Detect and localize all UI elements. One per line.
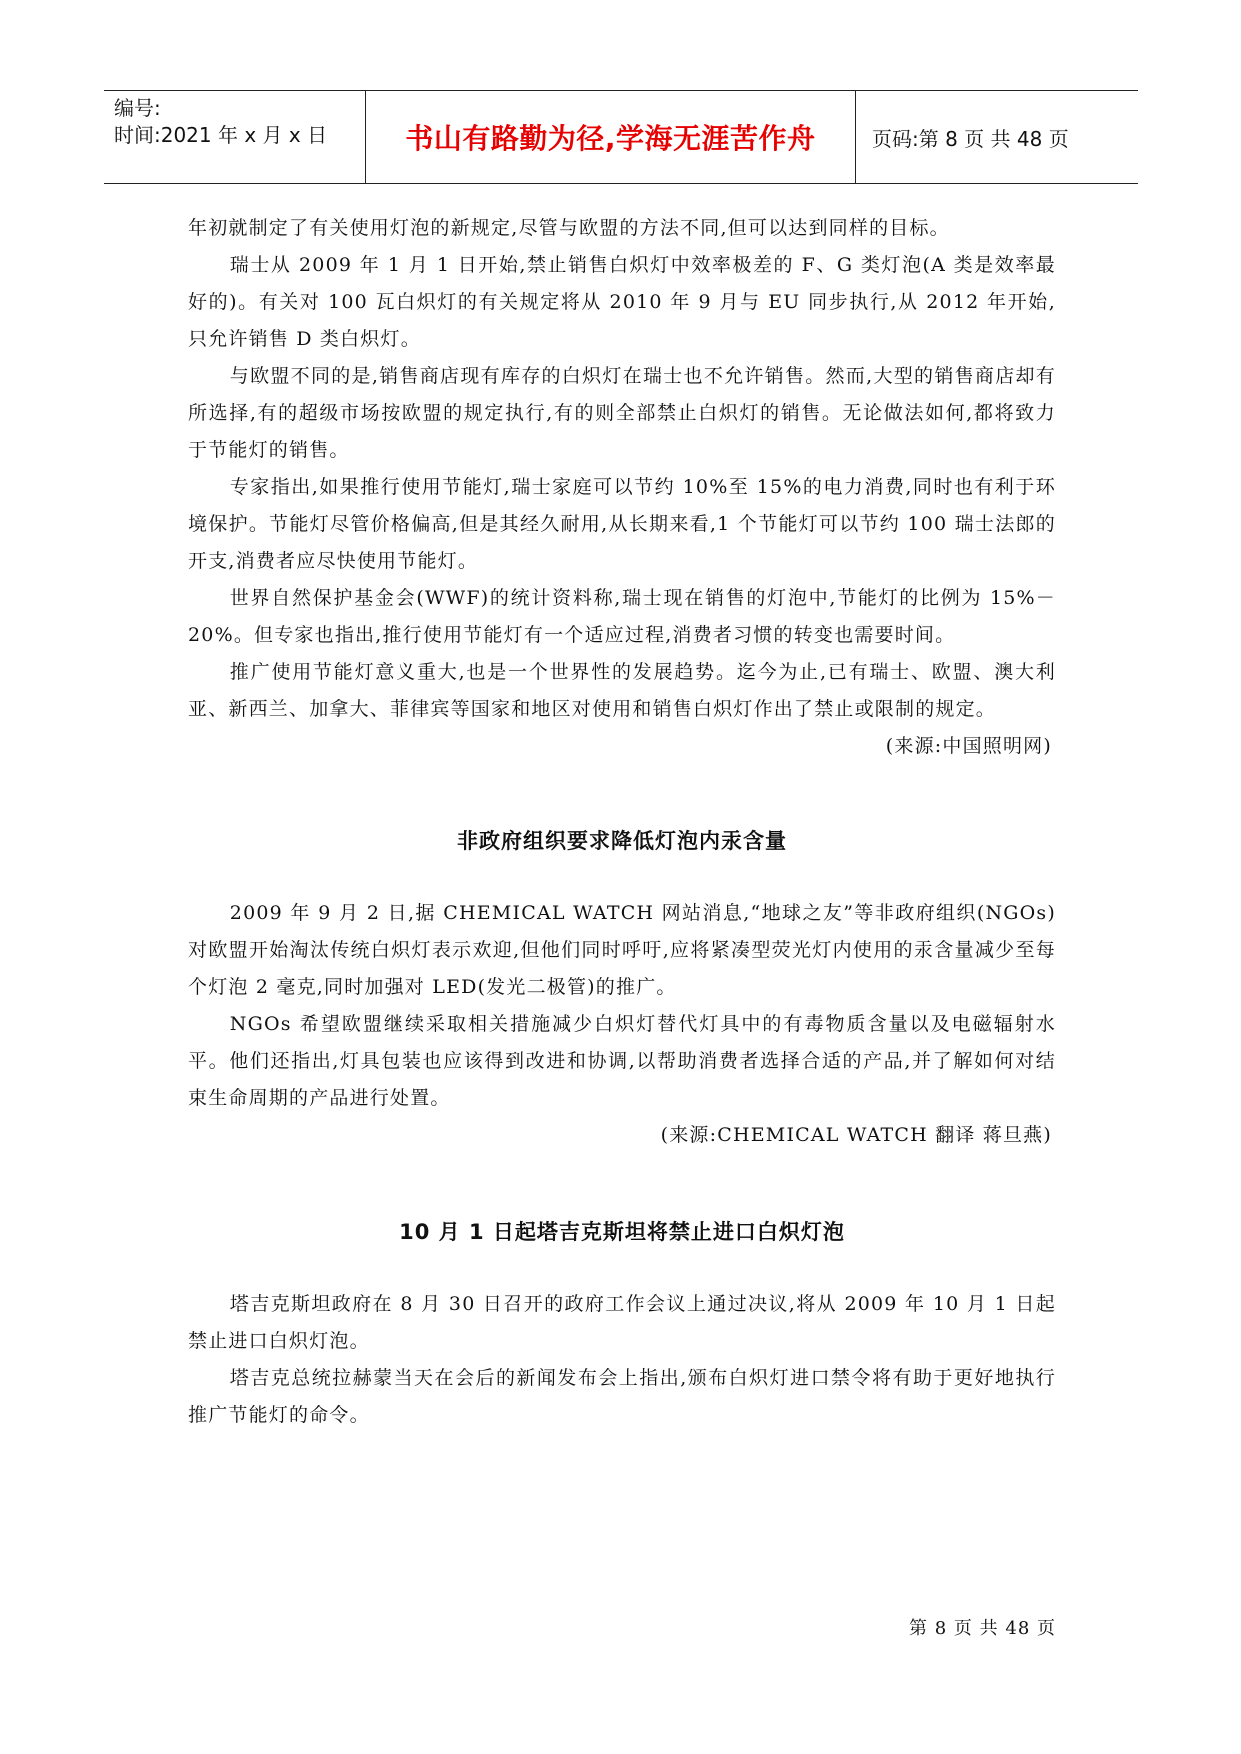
page-footer: 第 8 页 共 48 页: [909, 1618, 1056, 1639]
paragraph: 专家指出,如果推行使用节能灯,瑞士家庭可以节约 10%至 15%的电力消费,同时也有利于环境保护。节能灯尽管价格偏高,但是其经久耐用,从长期来看,1 个节能灯可以节约 100 瑞士法郎的开支,消费者应尽快使用节能灯。: [188, 476, 1056, 572]
header-meta: [104, 91, 366, 183]
paragraph: 推广使用节能灯意义重大,也是一个世界性的发展趋势。迄今为止,已有瑞士、欧盟、澳大利亚、新西兰、加拿大、菲律宾等国家和地区对使用和销售白炽灯作出了禁止或限制的规定。: [188, 661, 1056, 720]
article-source: (来源:CHEMICAL WATCH 翻译 蒋旦燕): [660, 1124, 1052, 1146]
paragraph: 2009 年 9 月 2 日,据 CHEMICAL WATCH 网站消息,“地球之友”等非政府组织(NGOs)对欧盟开始淘汰传统白炽灯表示欢迎,但他们同时呼吁,应将紧凑型荧光灯内使用的汞含量减少至每个灯泡 2 毫克,同时加强对 LED(发光二极管)的推广。: [188, 902, 1056, 998]
document-number-label: 编号:: [114, 96, 161, 120]
paragraph: 塔吉克斯坦政府在 8 月 30 日召开的政府工作会议上通过决议,将从 2009 年 10 月 1 日起禁止进口白炽灯泡。: [188, 1293, 1056, 1352]
article-title: 10 月 1 日起塔吉克斯坦将禁止进口白炽灯泡: [399, 1220, 845, 1244]
paragraph: 年初就制定了有关使用灯泡的新规定,尽管与欧盟的方法不同,但可以达到同样的目标。: [188, 217, 950, 239]
article-title: 非政府组织要求降低灯泡内汞含量: [457, 829, 787, 853]
paragraph: 与欧盟不同的是,销售商店现有库存的白炽灯在瑞士也不允许销售。然而,大型的销售商店却有所选择,有的超级市场按欧盟的规定执行,有的则全部禁止白炽灯的销售。无论做法如何,都将致力于节能灯的销售。: [188, 365, 1056, 461]
header-motto: 书山有路勤为径,学海无涯苦作舟: [366, 91, 856, 183]
article-source: (来源:中国照明网): [885, 735, 1052, 757]
document-time-label: 时间:2021 年 x 月 x 日: [114, 123, 328, 147]
header-page-number: 页码:第 8 页 共 48 页: [872, 126, 1069, 151]
paragraph: 世界自然保护基金会(WWF)的统计资料称,瑞士现在销售的灯泡中,节能灯的比例为 15%－20%。但专家也指出,推行使用节能灯有一个适应过程,消费者习惯的转变也需要时间。: [188, 587, 1056, 646]
paragraph: 塔吉克总统拉赫蒙当天在会后的新闻发布会上指出,颁布白炽灯进口禁令将有助于更好地执行推广节能灯的命令。: [188, 1367, 1056, 1426]
document-body: [188, 210, 1056, 1434]
paragraph: 瑞士从 2009 年 1 月 1 日开始,禁止销售白炽灯中效率极差的 F、G 类灯泡(A 类是效率最好的)。有关对 100 瓦白炽灯的有关规定将从 2010 年 9 月与 EU 同步执行,从 2012 年开始,只允许销售 D 类白炽灯。: [188, 254, 1056, 350]
paragraph: NGOs 希望欧盟继续采取相关措施减少白炽灯替代灯具中的有毒物质含量以及电磁辐射水平。他们还指出,灯具包装也应该得到改进和协调,以帮助消费者选择合适的产品,并了解如何对结束生命周期的产品进行处置。: [188, 1013, 1056, 1109]
page-header: [104, 90, 1138, 184]
